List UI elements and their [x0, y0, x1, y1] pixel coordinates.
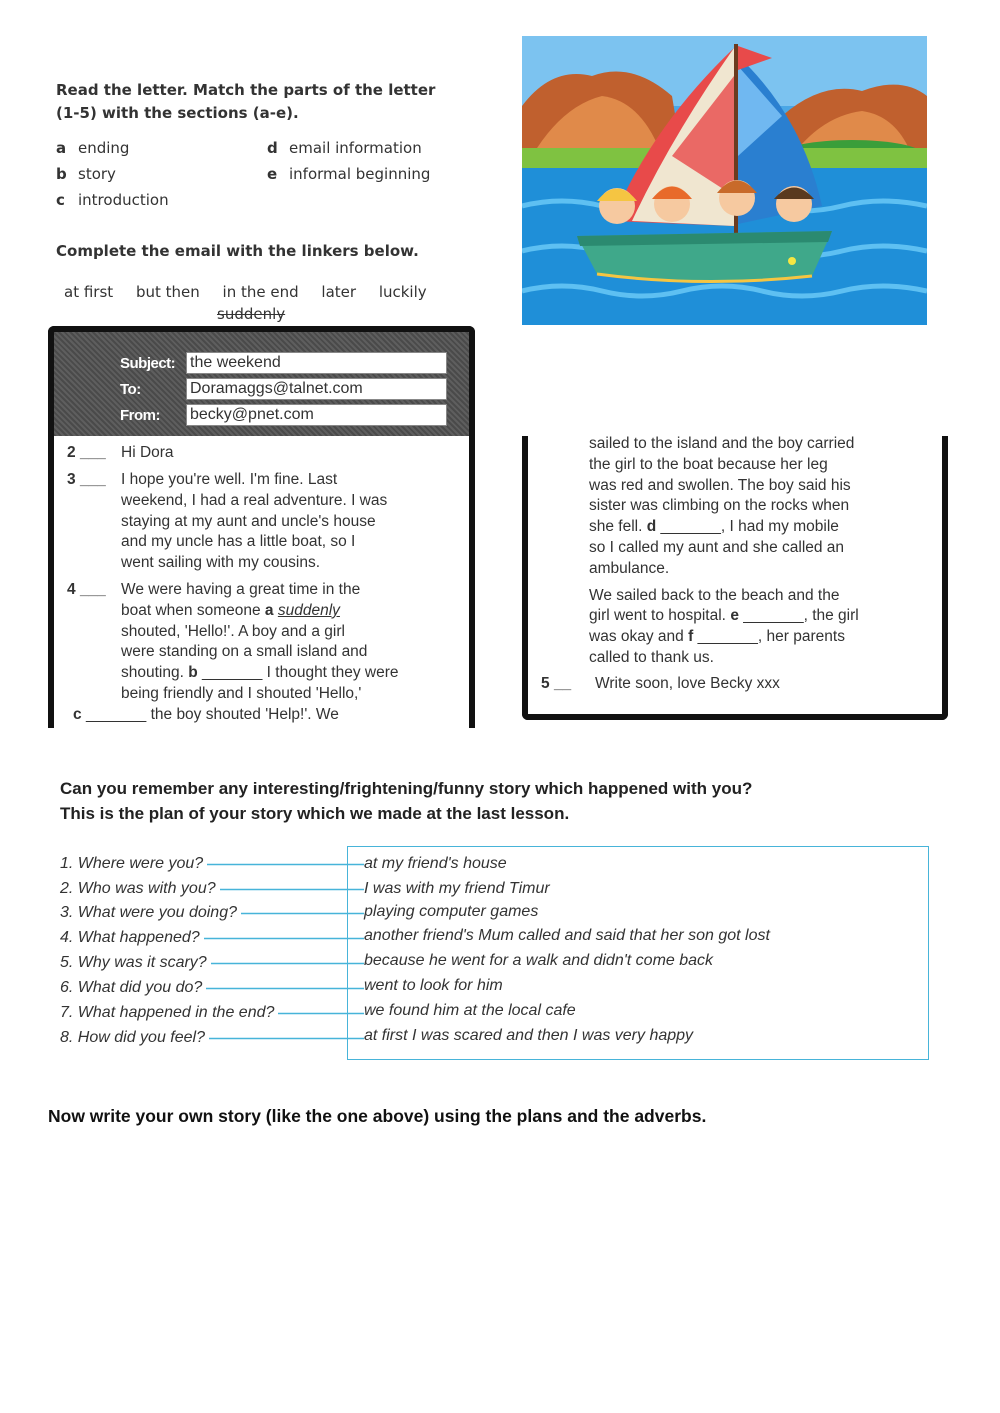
linker-item: in the end	[222, 283, 299, 301]
linker-used: suddenly	[217, 305, 286, 323]
section-option-e: e informal beginning	[267, 165, 431, 183]
sailboat-children-illustration	[522, 36, 927, 325]
email-part-4	[67, 580, 462, 730]
plan-question: 7. What happened in the end?	[60, 1004, 275, 1021]
plan-question: 5. Why was it scary?	[60, 954, 207, 971]
plan-question: 2. Who was with you?	[60, 880, 216, 897]
to-label: To:	[120, 380, 141, 398]
linker-item: but then	[135, 283, 200, 301]
subject-label: Subject:	[120, 354, 176, 372]
plan-answer: we found him at the local cafe	[364, 1002, 576, 1019]
plan-answer: I was with my friend Timur	[364, 880, 550, 897]
subject-row	[120, 352, 447, 374]
email-letter-left	[48, 326, 475, 728]
task2-instruction: Complete the email with the linkers below.	[56, 242, 419, 260]
plan-intro	[60, 776, 752, 826]
part-number: 3 ___	[67, 471, 106, 488]
email-part-3	[67, 470, 462, 580]
section-option-d: d email information	[267, 139, 422, 157]
plan-intro-line1: Can you remember any interesting/frightening/funny story which happened with you?	[60, 779, 753, 798]
from-row	[120, 404, 447, 426]
plan-question: 1. Where were you?	[60, 855, 204, 872]
email-header	[54, 332, 469, 436]
plan-answer: playing computer games	[364, 903, 539, 920]
part-number: 2 ___	[67, 444, 106, 461]
task1-instruction-line2: (1-5) with the sections (a-e).	[56, 104, 299, 122]
section-option-c: c introduction	[56, 191, 169, 209]
part-text: Write soon, love Becky xxx	[595, 675, 780, 692]
part-number: 4 ___	[67, 581, 106, 598]
to-row	[120, 378, 447, 400]
part-text: I hope you're well. I'm fine. Last weekend, I had a real adventure. I was staying at my aunt and uncle's house and my uncle has a little boat, so I went sailing with my cousins.	[121, 471, 388, 572]
plan-question: 6. What did you do?	[60, 979, 203, 996]
task1-instruction	[56, 79, 435, 125]
from-label: From:	[120, 406, 160, 424]
email-letter-right	[522, 436, 948, 720]
to-field: Doramaggs@talnet.com	[186, 378, 447, 400]
linker-item: later	[321, 283, 357, 301]
section-option-b: b story	[56, 165, 116, 183]
linker-list	[64, 283, 445, 301]
plan-question: 4. What happened?	[60, 929, 200, 946]
plan-question: 8. How did you feel?	[60, 1029, 205, 1046]
part-text: We were having a great time in the boat when someone a suddenly shouted, 'Hello!'. A boy and a girl were standing on a small island and shouting. b _______ I thought they were being friendly and I shouted 'Hello,' c _______ the boy shouted 'Help!'. We	[73, 581, 399, 723]
email-part-4-continued: sailed to the island and the boy carried the girl to the boat because her leg was red and swollen. The boy said his sister was climbing on the rocks when she fell. d _______, I had my mobile so I called my aunt and she called an ambulance. We sailed back to the beach and the girl went to hospital. e _______, the girl was okay and f _______, her parents called to thank us.	[589, 435, 859, 666]
part-text: Hi Dora	[121, 444, 174, 461]
section-option-a: a ending	[56, 139, 130, 157]
plan-answer: another friend's Mum called and said that her son got lost	[364, 927, 770, 944]
plan-intro-line2: This is the plan of your story which we made at the last lesson.	[60, 804, 570, 823]
from-field: becky@pnet.com	[186, 404, 447, 426]
plan-answer: because he went for a walk and didn't come back	[364, 952, 714, 969]
part-number: 5 __	[541, 675, 572, 692]
linker-item: luckily	[378, 283, 427, 301]
final-task-instruction: Now write your own story (like the one above) using the plans and the adverbs.	[48, 1106, 707, 1126]
answer-a: suddenly	[277, 601, 340, 619]
plan-answer: at first I was scared and then I was very happy	[364, 1027, 694, 1044]
subject-field: the weekend	[186, 352, 447, 374]
plan-question: 3. What were you doing?	[60, 904, 237, 921]
plan-answer: at my friend's house	[364, 855, 507, 872]
task1-instruction-line1: Read the letter. Match the parts of the letter	[56, 81, 436, 99]
plan-answer: went to look for him	[364, 977, 503, 994]
linker-item: at first	[64, 283, 114, 301]
